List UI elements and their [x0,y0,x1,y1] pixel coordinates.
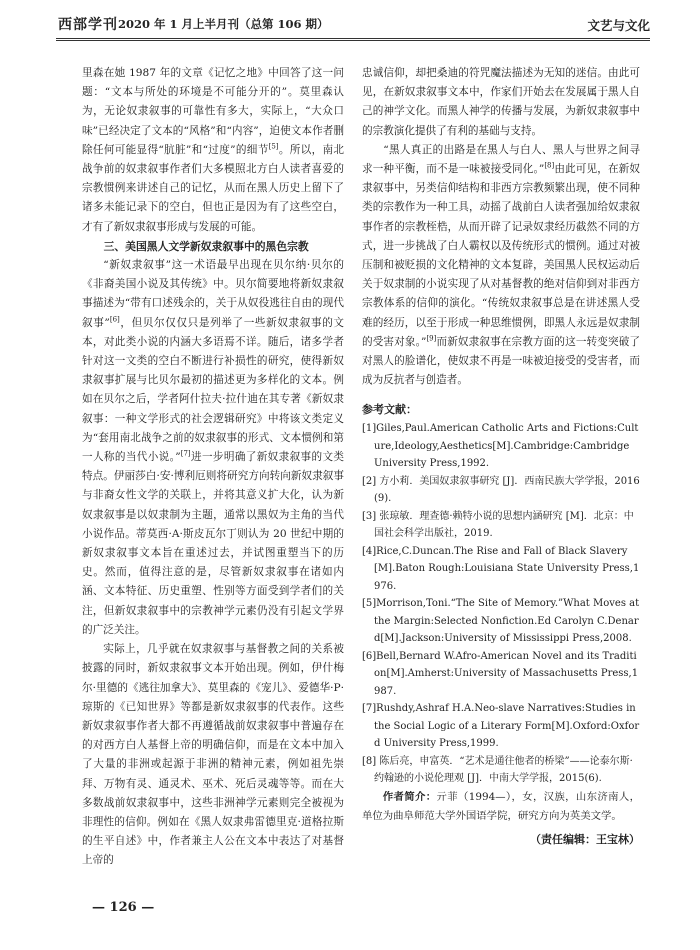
section-name: 文艺与文化 [587,18,650,33]
page-header [58,14,650,38]
citation-ref[interactable]: [6] [109,315,120,324]
author-bio-label: 作者简介： [382,790,437,803]
author-bio [362,788,640,826]
reference-item: [5]Morrison,Toni.“The Site of Memory.”What Moves at the Margin:Selected Nonfiction.Ed Carolyn C.Denard[M].Jackson:University of Mississippi Press,2008. [362,598,640,645]
paragraph: 忠诚信仰，却把桑迪的符咒魔法描述为无知的迷信。由此可见，在新奴隶叙事文本中，作家们开始去在发展属于黑人自己的神学文化。而黑人神学的传播与发展，为新奴隶叙事中的宗教演化提供了有利的基础与支持。 [362,67,640,137]
journal-logo: 西部学刊 [58,17,118,33]
reference-item: [2] 方小莉．美国奴隶叙事研究 [J]．西南民族大学学报，2016(9). [362,475,640,505]
author-bio-text: 亓菲（1994—），女，汉族，山东济南人，单位为曲阜师范大学外国语学院，研究方向为英美文学。 [362,790,641,822]
citation-ref[interactable]: [8] [544,161,555,170]
citation-ref[interactable]: [7] [180,449,191,458]
paragraph: “黑人真正的出路是在黑人与白人、黑人与世界之间寻求一种平衡，而不是一味被接受同化。”[8]由此可见，在新奴隶叙事中，另类信仰结构和非西方宗教频繁出现，使不同种类的宗教作为一种工具，动摇了战前白人读者强加给奴隶叙事作者的宗教桎梏，从而开辟了记录奴隶经历截然不同的方式，进一步挑战了白人霸权以及传统形式的惯例。通过对被压制和被贬损的文化精神的文本复辟，美国黑人民权运动后关于奴隶制的小说实现了从对基督教的绝对信仰到对非西方宗教体系的信仰的演化。“传统奴隶叙事总是在讲述黑人受难的经历，以至于形成一种思维惯例，即黑人永远是奴隶制的受害对象。”[9]而新奴隶叙事在宗教方面的这一转变突破了对黑人的脸谱化，使奴隶不再是一味被迫接受的受害者，而成为反抗者与创造者。 [362,143,641,387]
reference-item: [3] 张琼敏．理查德·赖特小说的思想内涵研究 [M]．北京：中国社会科学出版社，2019. [362,510,634,540]
citation-ref[interactable]: [5] [268,142,279,151]
page-number: — 126 — [92,900,155,915]
references-title: 参考文献： [362,403,417,417]
reference-item: [7]Rushdy,Ashraf H.A.Neo-slave Narratives:Studies in the Social Logic of a Literary Form[M].Oxford:Oxford University Press,1999. [362,703,640,750]
paragraph: “新奴隶叙事”这一术语最早出现在贝尔纳·贝尔的《非裔美国小说及其传统》中。贝尔简要地将新奴隶叙事描述为“带有口述残余的，关于从奴役逃往自由的现代叙事”[6]，但贝尔仅仅只是列举了一些新奴隶叙事的文本，对此类小说的内涵大多语焉不详。随后，诸多学者针对这一文类的空白不断进行补损性的研究，使得新奴隶叙事扩展与比贝尔最初的描述更为多样化的文本。例如在贝尔之后，学者阿什拉夫·拉什迪在其专著《新奴隶叙事：一种文学形式的社会逻辑研究》中将该文类定义为“套用南北战争之前的奴隶叙事的形式、文本惯例和第一人称的当代小说。”[7]进一步明确了新奴隶叙事的文类特点。伊丽莎白·安·博利厄则将研究方向转向新奴隶叙事与非裔女性文学的关联上，并将其意义扩大化，认为新奴隶叙事是以奴隶制为主题，通常以黑奴为主角的当代小说作品。蒂莫西·A·斯皮瓦尔丁则认为 20 世纪中期的新奴隶叙事文本旨在重述过去，并试图重塑当下的历史。然而，值得注意的是，尽管新奴隶叙事在诸如内涵、文本特征、历史重塑、性别等方面受到学者们的关注，但新奴隶叙事中的宗教神学元素仍没有引起文学界的广泛关注。 [82,259,345,636]
reference-item: [4]Rice,C.Duncan.The Rise and Fall of Black Slavery[M].Baton Rough:Louisiana State University Press,1976. [362,545,640,592]
reference-item: [8] 陈后亮，申富英．“艺术是通往他者的桥梁”——论泰尔斯·约翰逊的小说伦理观 [J]．中南大学学报，2015(6). [362,755,633,785]
right-column [362,64,640,850]
left-column [82,64,344,871]
section-heading: 三、美国黑人文学新奴隶叙事中的黑色宗教 [103,239,309,253]
responsible-editor: （责任编辑：王宝林） [530,832,640,846]
issue-info: 2020 年 1 月上半月刊（总第 106 期） [118,17,329,31]
header-rule-double [56,40,650,41]
reference-list [362,420,640,788]
reference-item: [6]Bell,Bernard W.Afro-American Novel and its Tradition[M].Amherst:University of Massachusetts Press,1987. [362,650,639,697]
citation-ref[interactable]: [9] [426,334,437,343]
paragraph: 里森在她 1987 年的文章《记忆之地》中回答了这一问题：“文本与所处的环境是不可能分开的”。莫里森认为，无论奴隶叙事的可靠性有多大，实际上，“大众口味”已经决定了文本的“风格”和“内容”，迫使文本作者删除任何可能显得“肮脏”和“过度”的细节[5]。所以，南北战争前的奴隶叙事作者们大多模照北方白人读者喜爱的宗教惯例来讲述自己的记忆，从而在黑人历史上留下了诸多未能记录下的空白，但也正是因为有了这些空白，才有了新奴隶叙事形成与发展的可能。 [82,67,344,233]
header-rule [56,38,650,39]
paragraph: 实际上，几乎就在奴隶叙事与基督教之间的关系被披露的同时，新奴隶叙事文本开始出现。例如，伊什梅尔·里德的《逃往加拿大》、莫里森的《宠儿》、爱德华·P·琼斯的《已知世界》等都是新奴隶叙事的代表作。这些新奴隶叙事作者大都不再遵循战前奴隶叙事中普遍存在的对西方白人基督上帝的明确信仰，而是在文本中加入了大量的非洲或起源于非洲的精神元素，例如祖先崇拜、万物有灵、通灵术、巫术、死后灵魂等等。而在大多数战前奴隶叙事中，这些非洲神学元素则完全被视为非理性的信仰。例如在《黑人奴隶弗雷德里克·道格拉斯的生平自述》中，作者兼主人公在文本中表达了对基督上帝的 [82,643,344,867]
reference-item: [1]Giles,Paul.American Catholic Arts and Fictions:Culture,Ideology,Aesthetics[M].Cambridge:Cambridge University Press,1992. [362,423,639,470]
